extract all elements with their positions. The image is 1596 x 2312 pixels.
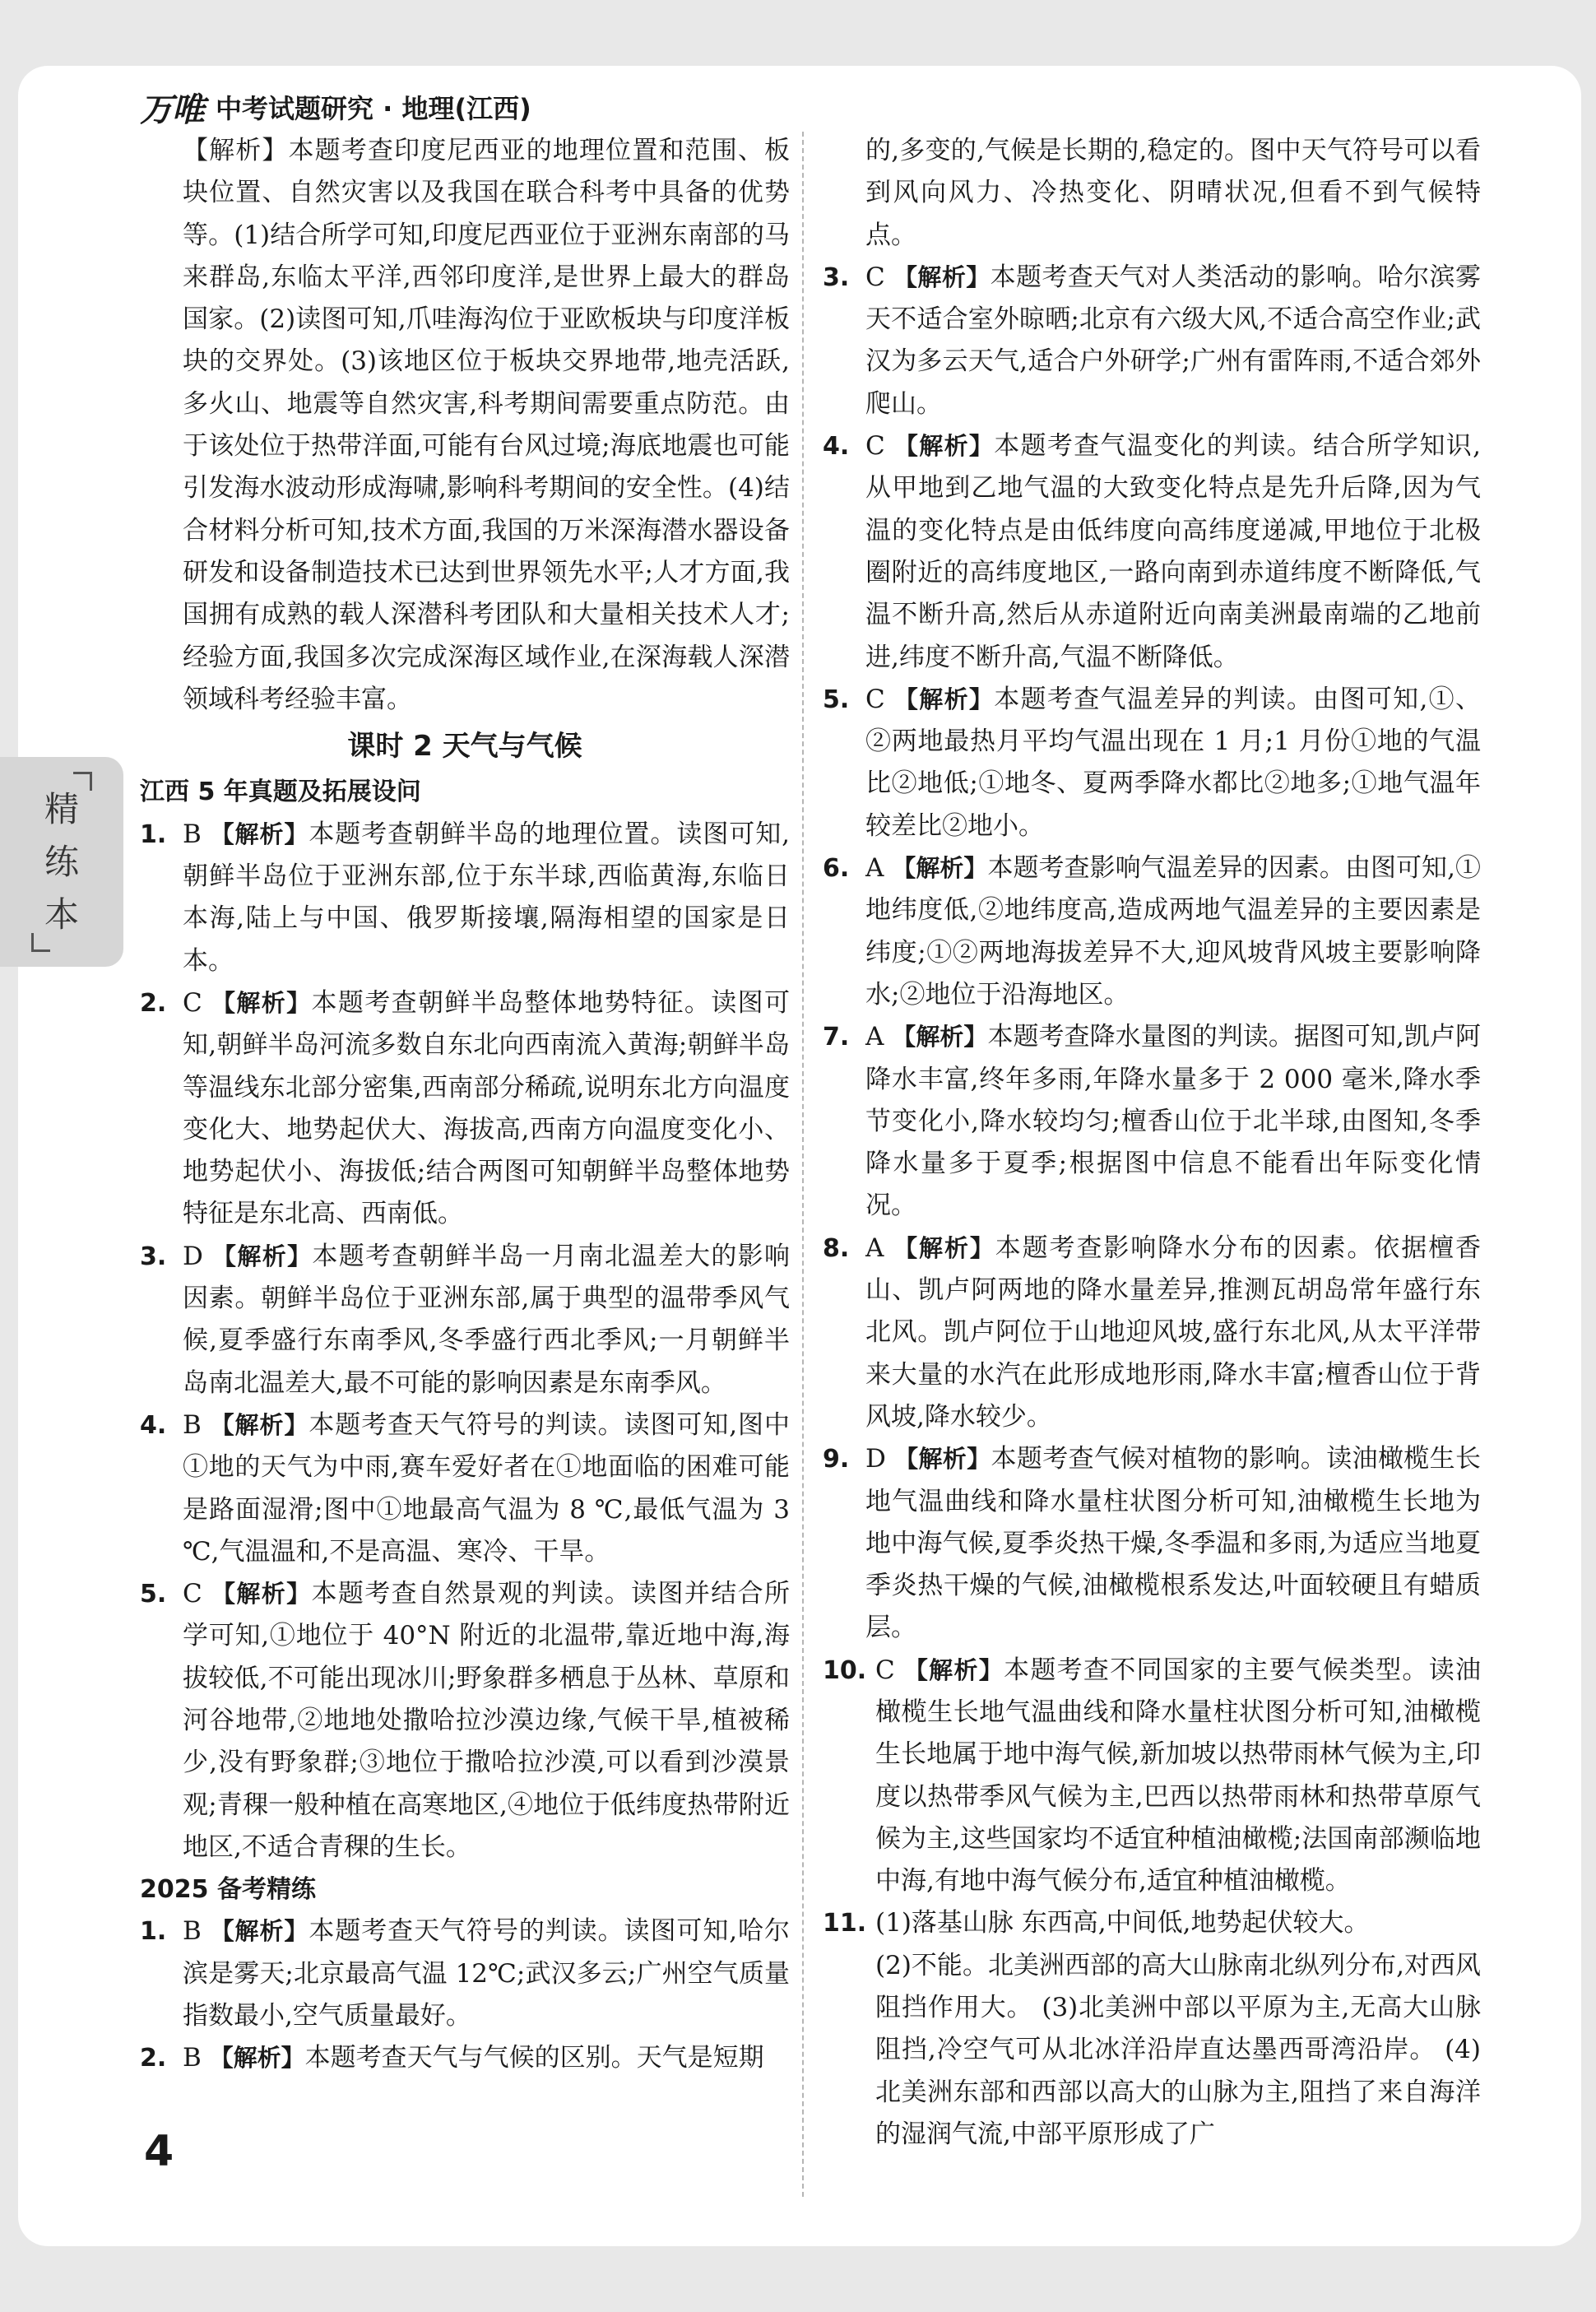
- analysis-tag: 【解析】: [903, 1655, 1004, 1684]
- item-number: 7.: [823, 1023, 850, 1052]
- answer-letter: B: [183, 819, 202, 849]
- answer-item: [823, 1228, 1481, 1438]
- answer-line: (1)落基山脉 东西高,中间低,地势起伏较大。: [875, 1908, 1370, 1938]
- item-number: 3.: [823, 262, 850, 292]
- section-heading: 2025 备考精练: [140, 1875, 316, 1905]
- item-number: 2.: [140, 2044, 167, 2073]
- answer-letter: A: [865, 1233, 884, 1263]
- page-number: 4: [144, 2127, 174, 2176]
- item-number: 1.: [140, 819, 167, 849]
- analysis-text: 本题考查降水量图的判读。据图可知,凯卢阿降水丰富,终年多雨,年降水量多于 2 000 毫米,降水季节变化小,降水较均匀;檀香山位于北半球,由图知,冬季降水量多于夏季;根据图中信息不能看出年际变化情况。: [865, 1022, 1481, 1221]
- answer-item: [823, 1016, 1481, 1227]
- answer-item: [140, 982, 790, 1236]
- page-header: [140, 82, 531, 132]
- item-number: 11.: [823, 1909, 867, 1938]
- answer-letter: C: [865, 684, 885, 714]
- answer-item: [823, 1902, 1481, 2156]
- item-number: 8.: [823, 1233, 850, 1263]
- analysis-text: 本题考查气温差异的判读。由图可知,①、②两地最热月平均气温出现在 1 月;1 月份①地的气温比②地低;①地冬、夏两季降水都比②地多;①地气温年较差比②地小。: [865, 684, 1481, 841]
- side-tab-char: 练: [44, 841, 79, 882]
- analysis-text: 本题考查自然景观的判读。读图并结合所学可知,①地位于 40°N 附近的北温带,靠近地中海,海拔较低,不可能出现冰川;野象群多栖息于丛林、草原和河谷地带,②地地处撒哈拉沙漠边缘,气候干旱,植被稀少,没有野象群;③地位于撒哈拉沙漠,可以看到沙漠景观;青稞一般种植在高寒地区,④地位于低纬度热带附近地区,不适合青稞的生长。: [183, 1579, 790, 1862]
- answer-item: [823, 847, 1481, 1016]
- answer-item: [823, 425, 1481, 679]
- analysis-tag: 【解析】: [892, 1023, 988, 1052]
- analysis-tag: 【解析】: [210, 1410, 309, 1439]
- answer-letter: D: [865, 1444, 886, 1474]
- right-column: [823, 130, 1481, 2156]
- analysis-tag: 【解析】: [893, 1233, 995, 1262]
- analysis-text: 本题考查天气符号的判读。读图可知,图中①地的天气为中雨,赛车爱好者在①地面临的困难可能是路面湿滑;图中①地最高气温为 8 ℃,最低气温为 3 ℃,气温温和,不是高温、寒冷、干旱。: [183, 1409, 790, 1567]
- brand-logo: 万唯: [140, 91, 204, 129]
- item-number: 1.: [140, 1917, 167, 1947]
- analysis-tag: 【解析】: [894, 1445, 991, 1474]
- item-number: 5.: [140, 1580, 167, 1609]
- answer-item: [140, 1910, 790, 2037]
- answer-letter: D: [183, 1241, 203, 1271]
- analysis-text: 本题考查气候对植物的影响。读油橄榄生长地气温曲线和降水量柱状图分析可知,油橄榄生长地为地中海气候,夏季炎热干燥,冬季温和多雨,为适应当地夏季炎热干燥的气候,油橄榄根系发达,叶面较硬且有蜡质层。: [865, 1444, 1481, 1643]
- book-title: 中考试题研究 · 地理(江西): [216, 93, 531, 124]
- analysis-paragraph: 【解析】本题考查印度尼西亚的地理位置和范围、板块位置、自然灾害以及我国在联合科考中具备的优势等。(1)结合所学可知,印度尼西亚位于亚洲东南部的马来群岛,东临太平洋,西邻印度洋,是世界上最大的群岛国家。(2)读图可知,爪哇海沟位于亚欧板块与印度洋板块的交界处。(3)该地区位于板块交界地带,地壳活跃,多火山、地震等自然灾害,科考期间需要重点防范。由于该处位于热带洋面,可能有台风过境;海底地震也可能引发海水波动形成海啸,影响科考期间的安全性。(4)结合材料分析可知,技术方面,我国的万米深海潜水器设备研发和设备制造技术已达到世界领先水平;人才方面,我国拥有成熟的载人深潜科考团队和大量相关技术人才;经验方面,我国多次完成深海区域作业,在深海载人深潜领域科考经验丰富。: [183, 136, 790, 714]
- analysis-text: 本题考查影响降水分布的因素。依据檀香山、凯卢阿两地的降水量差异,推测瓦胡岛常年盛行东北风。凯卢阿位于山地迎风坡,盛行东北风,从太平洋带来大量的水汽在此形成地形雨,降水丰富;檀香山位于背风坡,降水较少。: [865, 1233, 1481, 1432]
- analysis-text: 本题考查朝鲜半岛一月南北温差大的影响因素。朝鲜半岛位于亚洲东部,属于典型的温带季风气候,夏季盛行东南季风,冬季盛行西北季风;一月朝鲜半岛南北温差大,最不可能的影响因素是东南季风。: [183, 1241, 790, 1398]
- analysis-tag: 【解析】: [211, 988, 312, 1017]
- analysis-tag: 【解析】: [893, 685, 995, 713]
- answer-letter: C: [875, 1655, 895, 1685]
- side-tab-jinglianben[interactable]: [0, 757, 123, 967]
- analysis-text: 本题考查天气对人类活动的影响。哈尔滨雾天不适合室外晾晒;北京有六级大风,不适合高空作业;武汉为多云天气,适合户外研学;广州有雷阵雨,不适合郊外爬山。: [865, 262, 1481, 419]
- answer-letter: C: [865, 431, 885, 462]
- item-number: 4.: [823, 432, 850, 462]
- bracket-decoration: [73, 772, 92, 791]
- analysis-tag: 【解析】: [893, 432, 995, 461]
- left-column: [140, 130, 790, 2080]
- answer-letter: B: [183, 2043, 202, 2073]
- answer-item: [823, 257, 1481, 425]
- analysis-tag: 【解析】: [211, 1580, 312, 1609]
- column-divider: [802, 132, 804, 2197]
- answer-letter: C: [183, 1579, 202, 1609]
- analysis-text: 本题考查气温变化的判读。结合所学知识,从甲地到乙地气温的大致变化特点是先升后降,因为气温的变化特点是由低纬度向高纬度递减,甲地位于北极圈附近的高纬度地区,一路向南到赤道纬度不断降低,气温不断升高,然后从赤道附近向南美洲最南端的乙地前进,纬度不断升高,气温不断降低。: [865, 431, 1481, 672]
- item-number: 3.: [140, 1242, 167, 1271]
- answer-item: [140, 814, 790, 982]
- lesson-title: 课时 2 天气与气候: [347, 730, 582, 764]
- item-number: 6.: [823, 854, 850, 884]
- analysis-text: 本题考查不同国家的主要气候类型。读油橄榄生长地气温曲线和降水量柱状图分析可知,油橄榄生长地属于地中海气候,新加坡以热带雨林气候为主,印度以热带季风气候为主,巴西以热带雨林和热带草原气候为主,这些国家均不适宜种植油橄榄;法国南部濒临地中海,有地中海气候分布,适宜种植油橄榄。: [875, 1655, 1481, 1896]
- analysis-text: 本题考查影响气温差异的因素。由图可知,①地纬度低,②地纬度高,造成两地气温差异的主要因素是纬度;①②两地海拔差异不大,迎风坡背风坡主要影响降水;②地位于沿海地区。: [865, 853, 1481, 1010]
- continued-text: 的,多变的,气候是长期的,稳定的。图中天气符号可以看到风向风力、冷热变化、阴晴状况,但看不到气候特点。: [865, 136, 1481, 250]
- answer-item: [140, 1573, 790, 1869]
- analysis-tag: 【解析】: [212, 1242, 313, 1270]
- answer-item: [140, 2037, 790, 2079]
- bracket-decoration: [31, 933, 50, 952]
- side-tab-char: 本: [44, 894, 79, 935]
- analysis-tag: 【解析】: [210, 819, 309, 848]
- analysis-tag: 【解析】: [210, 1917, 309, 1946]
- analysis-text: 本题考查朝鲜半岛整体地势特征。读图可知,朝鲜半岛河流多数自东北向西南流入黄海;朝鲜半岛等温线东北部分密集,西南部分稀疏,说明东北方向温度变化大、地势起伏大、海拔高,西南方向温度变化小、地势起伏小、海拔低;结合两图可知朝鲜半岛整体地势特征是东北高、西南低。: [183, 987, 790, 1229]
- answer-letter: B: [183, 1409, 202, 1440]
- answer-letter: A: [865, 1022, 884, 1052]
- item-number: 2.: [140, 988, 167, 1018]
- answer-line: (2)不能。北美洲西部的高大山脉南北纵列分布,对西风阻挡作用大。 (3)北美洲中部以平原为主,无高大山脉阻挡,冷空气可从北冰洋沿岸直达墨西哥湾沿岸。 (4)北美洲东部和西部以高大的山脉为主,阻挡了来自海洋的湿润气流,中部平原形成了广: [875, 1950, 1481, 2149]
- answer-item: [823, 1438, 1481, 1649]
- answer-letter: A: [865, 853, 884, 884]
- answer-letter: B: [183, 1916, 202, 1947]
- item-number: 10.: [823, 1655, 867, 1685]
- item-number: 5.: [823, 685, 850, 714]
- answer-item: [140, 1404, 790, 1573]
- section-heading: 江西 5 年真题及拓展设问: [140, 778, 421, 807]
- analysis-text: 本题考查天气符号的判读。读图可知,哈尔滨是雾天;北京最高气温 12℃;武汉多云;广州空气质量指数最小,空气质量最好。: [183, 1916, 790, 2031]
- answer-item: [140, 1236, 790, 1404]
- analysis-text: 本题考查朝鲜半岛的地理位置。读图可知,朝鲜半岛位于亚洲东部,位于东半球,西临黄海,东临日本海,陆上与中国、俄罗斯接壤,隔海相望的国家是日本。: [183, 819, 790, 976]
- answer-item: [823, 1650, 1481, 1903]
- analysis-tag: 【解析】: [893, 262, 991, 291]
- side-tab-char: 精: [44, 788, 79, 829]
- analysis-tag: 【解析】: [209, 2044, 305, 2073]
- analysis-tag: 【解析】: [892, 854, 988, 883]
- answer-item: [823, 679, 1481, 847]
- item-number: 4.: [140, 1410, 167, 1440]
- answer-letter: C: [183, 987, 202, 1018]
- analysis-text: 本题考查天气与气候的区别。天气是短期: [304, 2043, 764, 2073]
- item-number: 9.: [823, 1445, 850, 1474]
- answer-letter: C: [865, 262, 885, 292]
